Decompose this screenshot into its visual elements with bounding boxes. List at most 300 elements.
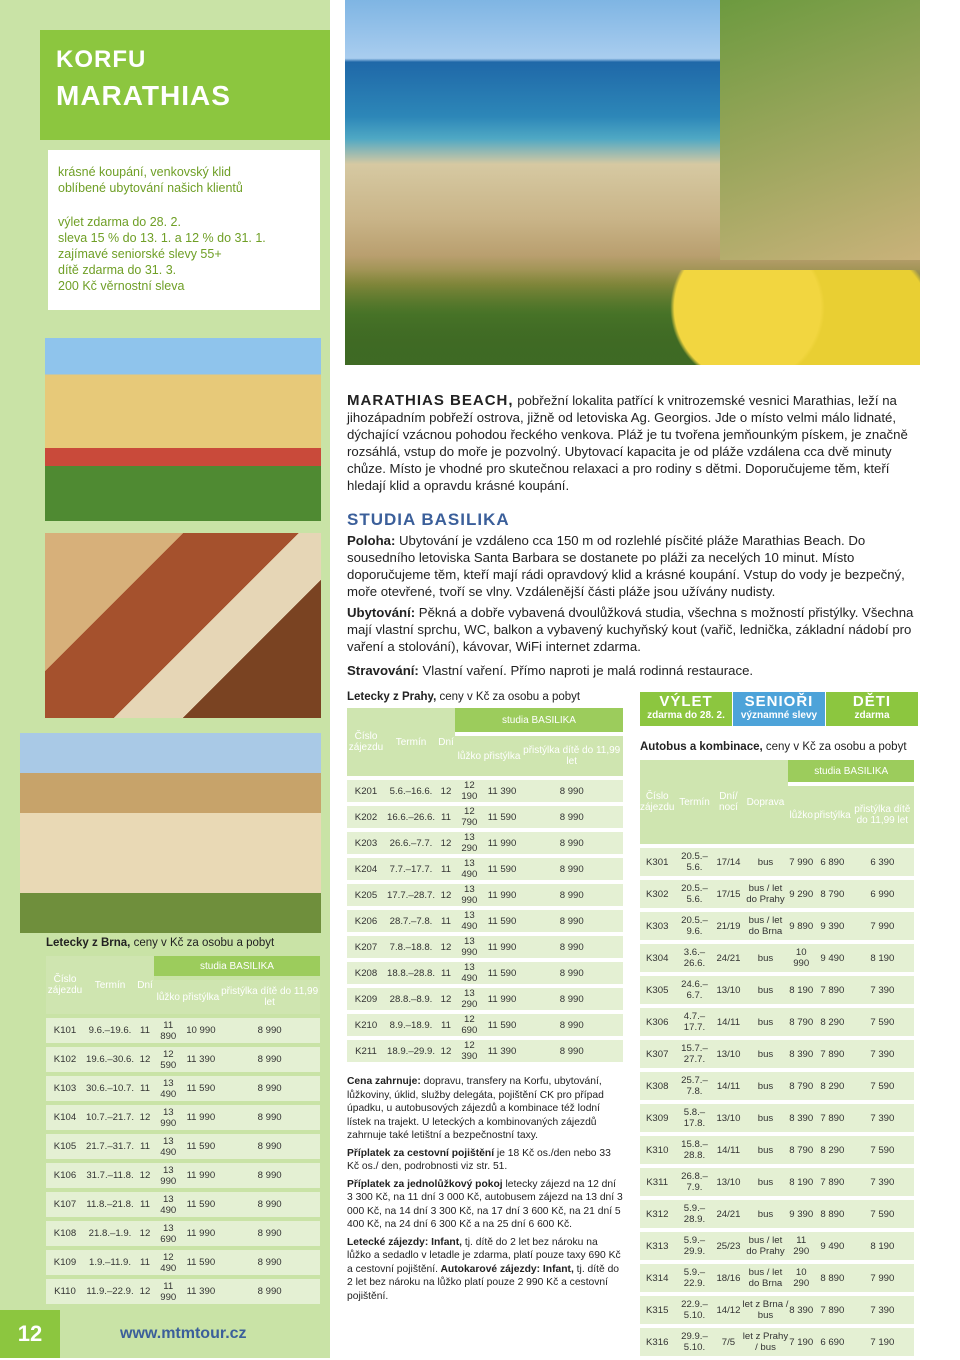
- table-row: [640, 912, 914, 940]
- table-cell: K313: [640, 1232, 674, 1260]
- table-cell: 13 490: [154, 1076, 183, 1101]
- table-cell: 6 690: [814, 1328, 851, 1356]
- table-cell: 11 390: [183, 1047, 220, 1072]
- table-cell: K307: [640, 1040, 674, 1068]
- table-cell: 8 990: [219, 1076, 320, 1101]
- table-row: [347, 988, 623, 1010]
- table-cell: 17/14: [714, 848, 742, 876]
- table-cell: bus: [742, 1040, 788, 1068]
- table-cell: 20.5.–5.6.: [674, 848, 714, 876]
- table-cell: 14/12: [714, 1296, 742, 1324]
- note-insurance: Příplatek za cestovní pojištění je 18 Kč os./den nebo 33 Kč os./ den, podrobnosti viz str. 51.: [347, 1147, 611, 1172]
- table-cell: K207: [347, 936, 385, 958]
- table-cell: 8 990: [219, 1163, 320, 1188]
- ubytovani-text: Pěkná a dobře vybavená dvoulůžková studia, všechna s možností přistýlky. Všechna mají vlastní sprchu, WC, balkon a vybavený kuchyňský kout (vařič, lednička, základní nádobí pro vaření a stolování), kávovar, WiFi internet zdarma.: [347, 605, 914, 654]
- table-row: [46, 1076, 320, 1101]
- table-cell: 24.6.–6.7.: [674, 976, 714, 1004]
- table-cell: 8 290: [814, 1072, 851, 1100]
- table-cell: 28.7.–7.8.: [385, 910, 437, 932]
- table-cell: 13 990: [154, 1105, 183, 1130]
- table-cell: 12: [136, 1221, 154, 1246]
- hotel-exterior-photo: [45, 338, 321, 521]
- intro-paragraph: [347, 392, 915, 494]
- table-cell: 10.7.–21.7.: [84, 1105, 136, 1130]
- studio-title: STUDIA BASILIKA: [347, 510, 510, 529]
- table-cell: K201: [347, 780, 385, 802]
- table-row: [347, 858, 623, 880]
- table-cell: 11 990: [484, 936, 521, 958]
- table-cell: 15.8.–28.8.: [674, 1136, 714, 1164]
- table-cell: 8 790: [788, 1136, 814, 1164]
- table-cell: 12: [437, 884, 455, 906]
- stravovani-paragraph: [347, 662, 915, 679]
- table-cell: bus / let do Prahy: [742, 880, 788, 908]
- table-cell: K208: [347, 962, 385, 984]
- studio-building-photo: [20, 733, 321, 933]
- col-group-header: studia BASILIKA: [154, 956, 320, 976]
- col-header: přistýlka: [484, 736, 521, 776]
- table-cell: 12 490: [154, 1250, 183, 1275]
- table-cell: 13/10: [714, 976, 742, 1004]
- highlights-box: [48, 150, 320, 310]
- table-cell: 19.6.–30.6.: [84, 1047, 136, 1072]
- table-cell: K103: [46, 1076, 84, 1101]
- table-cell: 11 590: [484, 1014, 521, 1036]
- table-cell: 13 990: [455, 884, 484, 906]
- table-cell: K311: [640, 1168, 674, 1196]
- table-cell: 11.9.–22.9.: [84, 1279, 136, 1304]
- region-title: KORFU: [56, 46, 147, 73]
- table-cell: 11 590: [183, 1076, 220, 1101]
- table-cell: 18.9.–29.9.: [385, 1040, 437, 1062]
- table-cell: 21/19: [714, 912, 742, 940]
- table-cell: K110: [46, 1279, 84, 1304]
- table-row: [640, 1104, 914, 1132]
- table-cell: 8 290: [814, 1136, 851, 1164]
- table-cell: 8 990: [520, 936, 623, 958]
- table-cell: 11 590: [183, 1134, 220, 1159]
- col-header: Termín: [674, 760, 714, 844]
- table-cell: K205: [347, 884, 385, 906]
- col-header: přistýlka: [183, 980, 220, 1014]
- col-header: Dní: [437, 708, 455, 776]
- table-cell: 11 390: [484, 1040, 521, 1062]
- table-cell: 11 290: [788, 1232, 814, 1260]
- website-link[interactable]: www.mtmtour.cz: [120, 1325, 247, 1342]
- table-row: [640, 944, 914, 972]
- table-cell: 12: [136, 1279, 154, 1304]
- table-cell: 11 990: [183, 1221, 220, 1246]
- table-cell: bus: [742, 1168, 788, 1196]
- table-cell: 8 990: [520, 988, 623, 1010]
- table-cell: 12: [437, 988, 455, 1010]
- table-cell: 20.5.–9.6.: [674, 912, 714, 940]
- table-row: [347, 910, 623, 932]
- table-cell: 7 890: [814, 1104, 851, 1132]
- table-cell: 7 390: [851, 1296, 914, 1324]
- table-cell: bus: [742, 1008, 788, 1036]
- table-cell: 11 990: [183, 1163, 220, 1188]
- table-cell: 8 990: [219, 1105, 320, 1130]
- table-cell: 8 790: [788, 1008, 814, 1036]
- table-cell: K105: [46, 1134, 84, 1159]
- table-cell: 11: [437, 962, 455, 984]
- table-cell: 26.8.–7.9.: [674, 1168, 714, 1196]
- highlight-line: sleva 15 % do 13. 1. a 12 % do 31. 1.: [58, 231, 266, 245]
- table-cell: 21.7.–31.7.: [84, 1134, 136, 1159]
- table-cell: 8 990: [520, 806, 623, 828]
- table-cell: 8 990: [520, 884, 623, 906]
- table-cell: 5.6.–16.6.: [385, 780, 437, 802]
- table-row: [347, 806, 623, 828]
- table-cell: 12 790: [455, 806, 484, 828]
- table-cell: 11 990: [484, 884, 521, 906]
- table-cell: 11 590: [183, 1250, 220, 1275]
- table-cell: 8 990: [219, 1018, 320, 1043]
- ubytovani-label: Ubytování:: [347, 605, 416, 620]
- table-cell: 11: [136, 1192, 154, 1217]
- table-cell: 8 390: [788, 1296, 814, 1324]
- table-cell: 12 390: [455, 1040, 484, 1062]
- table-cell: 13 490: [154, 1192, 183, 1217]
- table-cell: 13 490: [154, 1134, 183, 1159]
- col-header: přistýlka dítě do 11,99 let: [219, 980, 320, 1014]
- table-cell: K302: [640, 880, 674, 908]
- table-cell: 11 590: [484, 806, 521, 828]
- table-row: [347, 780, 623, 802]
- table-cell: 7 390: [851, 1040, 914, 1068]
- table-cell: 11 390: [484, 780, 521, 802]
- table-row: [640, 1168, 914, 1196]
- table-cell: bus: [742, 1104, 788, 1132]
- table-cell: 8 990: [219, 1047, 320, 1072]
- table-cell: 20.5.–5.6.: [674, 880, 714, 908]
- table-cell: 8 190: [788, 1168, 814, 1196]
- table-cell: 8 990: [520, 910, 623, 932]
- col-header: přistýlka dítě do 11,99 let: [851, 786, 914, 844]
- table-row: [347, 832, 623, 854]
- table-cell: 25/23: [714, 1232, 742, 1260]
- table-row: [347, 884, 623, 906]
- table-cell: 7 190: [788, 1328, 814, 1356]
- table-cell: 11.8.–21.8.: [84, 1192, 136, 1217]
- table-cell: bus / let do Brna: [742, 912, 788, 940]
- highlight-line: dítě zdarma do 31. 3.: [58, 263, 177, 277]
- table-cell: 5.8.–17.8.: [674, 1104, 714, 1132]
- table-cell: 13 290: [455, 988, 484, 1010]
- table-cell: 13/10: [714, 1104, 742, 1132]
- table-cell: 9 390: [788, 1200, 814, 1228]
- table-cell: 7 890: [814, 1168, 851, 1196]
- table-cell: K312: [640, 1200, 674, 1228]
- page-number: 12: [0, 1310, 60, 1358]
- table-cell: 5.9.–29.9.: [674, 1232, 714, 1260]
- table-cell: 8 990: [219, 1250, 320, 1275]
- col-header: přistýlka: [814, 786, 851, 844]
- table-cell: 30.6.–10.7.: [84, 1076, 136, 1101]
- table-cell: 11 890: [154, 1018, 183, 1043]
- table-cell: K202: [347, 806, 385, 828]
- note-infant: Letecké zájezdy: Infant, tj. dítě do 2 let bez nároku na lůžko a sedadlo v letadle je zdarma, platí pouze taxy 690 Kč a cestovní pojištění. Autokarové zájezdy: Infant, tj. dítě do 2 let bez nároku na lůžko platí pouze 2 990 Kč a cestovní pojištění.: [347, 1236, 621, 1302]
- table-cell: 13 990: [154, 1163, 183, 1188]
- table-cell: 8 790: [788, 1072, 814, 1100]
- table-row: [347, 962, 623, 984]
- table-cell: 24/21: [714, 1200, 742, 1228]
- table-cell: 21.8.–1.9.: [84, 1221, 136, 1246]
- table-cell: K106: [46, 1163, 84, 1188]
- table-cell: 12: [437, 1040, 455, 1062]
- table-cell: 12 590: [154, 1047, 183, 1072]
- table-row: [46, 1047, 320, 1072]
- table-cell: 12 190: [455, 780, 484, 802]
- table-cell: 8 390: [788, 1104, 814, 1132]
- stravovani-label: Stravování:: [347, 663, 419, 678]
- table-cell: 9 290: [788, 880, 814, 908]
- table-cell: 11: [437, 910, 455, 932]
- table-cell: 7 590: [851, 1008, 914, 1036]
- poloha-paragraph: [347, 532, 915, 600]
- table-cell: 3.6.–26.6.: [674, 944, 714, 972]
- beach-photo-flowers: [345, 270, 920, 365]
- table-cell: 8 990: [219, 1279, 320, 1304]
- table-cell: 6 890: [814, 848, 851, 876]
- table-cell: 11 990: [484, 988, 521, 1010]
- table-cell: 11 590: [183, 1192, 220, 1217]
- table-cell: 5.9.–28.9.: [674, 1200, 714, 1228]
- table-cell: 14/11: [714, 1008, 742, 1036]
- table-cell: 12: [437, 832, 455, 854]
- table-row: [640, 1136, 914, 1164]
- table-cell: 7 590: [851, 1072, 914, 1100]
- resort-title: MARATHIAS: [56, 80, 231, 111]
- price-notes: [347, 1075, 623, 1307]
- table-cell: 6 990: [851, 880, 914, 908]
- table-row: [46, 1192, 320, 1217]
- table-cell: K305: [640, 976, 674, 1004]
- table-cell: 1.9.–11.9.: [84, 1250, 136, 1275]
- poloha-text: Ubytování je vzdáleno cca 150 m od rozlehlé písčité pláže Marathias Beach. Do sousedního letoviska Santa Barbara se dostanete po pláži za necelých 10 minut. Místo doporučujeme těm, kteří mají rádi opravdový klid a krásné koupání. Vstup do vody je bezpečný, moře otevřené, tvoří se vlny. Vzdálenější části pláže jsou užívány nudisty.: [347, 533, 905, 599]
- table-cell: K316: [640, 1328, 674, 1356]
- table-cell: 8 990: [520, 832, 623, 854]
- table-cell: K204: [347, 858, 385, 880]
- table-cell: 11: [136, 1076, 154, 1101]
- col-header: Číslo zájezdu: [46, 956, 84, 1014]
- table-cell: 8 990: [520, 962, 623, 984]
- col-header: Číslo zájezdu: [347, 708, 385, 776]
- col-header: lůžko: [455, 736, 484, 776]
- table-cell: 8 190: [788, 976, 814, 1004]
- table-cell: let z Prahy / bus: [742, 1328, 788, 1356]
- table-cell: 8 990: [520, 858, 623, 880]
- brno-table-title: Letecky z Brna, ceny v Kč za osobu a pobyt: [46, 937, 275, 949]
- table-cell: 7 390: [851, 1168, 914, 1196]
- table-cell: 13 490: [455, 910, 484, 932]
- highlight-line: krásné koupání, venkovský klid: [58, 165, 232, 179]
- table-cell: 14/11: [714, 1136, 742, 1164]
- table-row: [640, 976, 914, 1004]
- table-cell: 11 990: [484, 832, 521, 854]
- table-cell: 12 690: [455, 1014, 484, 1036]
- table-row: [640, 848, 914, 876]
- table-row: [640, 1232, 914, 1260]
- table-cell: 17.7.–28.7.: [385, 884, 437, 906]
- table-cell: 7 890: [814, 1296, 851, 1324]
- table-cell: 9 490: [814, 1232, 851, 1260]
- intro-text: pobřežní lokalita patřící k vnitrozemské vesnici Marathias, leží na jihozápadním pobřeží ostrova, jižně od letoviska Ag. Georgios. Jde o místo velmi málo lidnaté, dýchající vzácnou pohodou řeckého venkova. Pláž je tu tvořena jemňounkým pískem, je značně rozsáhlá, vstup do moře je pozvolný. Ubytovací kapacita je od pláže vzdálena cca dvě minuty chůze. Místo je vhodné pro skutečnou relaxaci a pro rodiny s dětmi. Doporučujeme těm, kteří hledají klid a opravdu krásné koupání.: [347, 393, 908, 493]
- table-cell: 5.9.–22.9.: [674, 1264, 714, 1292]
- price-table-bus: [640, 756, 914, 1360]
- table-cell: 13/10: [714, 1168, 742, 1196]
- table-cell: 29.9.–5.10.: [674, 1328, 714, 1356]
- table-cell: K210: [347, 1014, 385, 1036]
- table-cell: K107: [46, 1192, 84, 1217]
- table-cell: 11 390: [183, 1279, 220, 1304]
- table-row: [640, 1008, 914, 1036]
- table-cell: let z Brna / bus: [742, 1296, 788, 1324]
- table-cell: 8 990: [520, 1014, 623, 1036]
- table-cell: bus / let do Brna: [742, 1264, 788, 1292]
- table-cell: 8 290: [814, 1008, 851, 1036]
- table-cell: 7 590: [851, 1136, 914, 1164]
- table-cell: K304: [640, 944, 674, 972]
- table-cell: 7 990: [851, 1264, 914, 1292]
- table-cell: 18.8.–28.8.: [385, 962, 437, 984]
- table-cell: 8.9.–18.9.: [385, 1014, 437, 1036]
- table-row: [640, 1200, 914, 1228]
- highlight-line: 200 Kč věrnostní sleva: [58, 279, 185, 293]
- tag-seniori: SENIOŘI významné slevy: [733, 692, 825, 726]
- table-cell: 11: [136, 1018, 154, 1043]
- table-cell: K203: [347, 832, 385, 854]
- table-cell: 7 890: [814, 976, 851, 1004]
- table-cell: 8 990: [219, 1192, 320, 1217]
- table-cell: 9.6.–19.6.: [84, 1018, 136, 1043]
- table-cell: 7 990: [851, 912, 914, 940]
- note-includes: Cena zahrnuje: dopravu, transfery na Korfu, ubytování, lůžkoviny, úklid, služby delegáta, pojištění CK pro případ úpadku, u autobusových zájezdů a kombinace též lodní lístek na trajekt. U leteckých a kombinovaných zájezdů zahrnuje také letištní a bezpečnostní taxy.: [347, 1076, 604, 1141]
- table-cell: 7.8.–18.8.: [385, 936, 437, 958]
- table-cell: 14/11: [714, 1072, 742, 1100]
- col-header: Doprava: [742, 760, 788, 844]
- table-cell: 9 490: [814, 944, 851, 972]
- table-row: [46, 1018, 320, 1043]
- col-header: lůžko: [154, 980, 183, 1014]
- table-row: [640, 1040, 914, 1068]
- table-cell: 12: [136, 1105, 154, 1130]
- table-cell: 15.7.–27.7.: [674, 1040, 714, 1068]
- table-cell: bus: [742, 1136, 788, 1164]
- table-row: [640, 1264, 914, 1292]
- price-table-brno: [46, 952, 320, 1308]
- col-group-header: studia BASILIKA: [788, 760, 914, 782]
- table-row: [347, 1040, 623, 1062]
- praha-table-title: Letecky z Prahy, ceny v Kč za osobu a pobyt: [347, 691, 581, 703]
- col-header: Termín: [84, 956, 136, 1014]
- table-cell: 8 990: [219, 1134, 320, 1159]
- table-cell: 13 490: [455, 962, 484, 984]
- table-cell: 11 990: [183, 1105, 220, 1130]
- table-cell: 26.6.–7.7.: [385, 832, 437, 854]
- table-cell: K101: [46, 1018, 84, 1043]
- table-cell: K211: [347, 1040, 385, 1062]
- table-row: [347, 1014, 623, 1036]
- stravovani-text: Vlastní vaření. Přímo naproti je malá rodinná restaurace.: [418, 663, 754, 678]
- table-cell: 10 290: [788, 1264, 814, 1292]
- table-row: [46, 1134, 320, 1159]
- table-cell: 12: [136, 1163, 154, 1188]
- table-cell: 11: [136, 1250, 154, 1275]
- table-row: [640, 1072, 914, 1100]
- highlight-line: zajímavé seniorské slevy 55+: [58, 247, 222, 261]
- table-cell: 28.8.–8.9.: [385, 988, 437, 1010]
- table-cell: K314: [640, 1264, 674, 1292]
- table-row: [640, 1296, 914, 1324]
- table-cell: K108: [46, 1221, 84, 1246]
- col-header: Číslo zájezdu: [640, 760, 674, 844]
- table-cell: 22.9.–5.10.: [674, 1296, 714, 1324]
- table-row: [46, 1279, 320, 1304]
- table-cell: 11: [136, 1134, 154, 1159]
- table-cell: bus: [742, 848, 788, 876]
- table-cell: 13 690: [154, 1221, 183, 1246]
- highlight-line: oblíbené ubytování našich klientů: [58, 181, 243, 195]
- table-cell: bus: [742, 1200, 788, 1228]
- table-cell: 13 490: [455, 858, 484, 880]
- table-cell: 11 990: [154, 1279, 183, 1304]
- table-row: [46, 1250, 320, 1275]
- table-cell: 24/21: [714, 944, 742, 972]
- table-row: [46, 1163, 320, 1188]
- table-cell: K301: [640, 848, 674, 876]
- col-header: Dní: [136, 956, 154, 1014]
- bus-table-title: Autobus a kombinace, ceny v Kč za osobu a pobyt: [640, 741, 907, 753]
- table-cell: 4.7.–17.7.: [674, 1008, 714, 1036]
- table-cell: K308: [640, 1072, 674, 1100]
- table-cell: K102: [46, 1047, 84, 1072]
- col-header: Dní/ nocí: [714, 760, 742, 844]
- price-table-praha: [347, 704, 623, 1066]
- table-cell: 8 190: [851, 1232, 914, 1260]
- table-cell: 11: [437, 858, 455, 880]
- table-cell: 7 590: [851, 1200, 914, 1228]
- table-cell: 7 990: [788, 848, 814, 876]
- table-cell: 10 990: [788, 944, 814, 972]
- table-cell: bus: [742, 1072, 788, 1100]
- table-row: [46, 1221, 320, 1246]
- table-cell: 8 990: [520, 1040, 623, 1062]
- table-cell: 9 890: [788, 912, 814, 940]
- table-cell: 18/16: [714, 1264, 742, 1292]
- table-cell: 16.6.–26.6.: [385, 806, 437, 828]
- col-header: Termín: [385, 708, 437, 776]
- col-header: lůžko: [788, 786, 814, 844]
- table-cell: 7 190: [851, 1328, 914, 1356]
- note-single-room: Příplatek za jednolůžkový pokoj letecky zájezd na 12 dní 3 300 Kč, na 11 dní 3 000 Kč, autobusem zájezd na 13 dní 3 000 Kč, na 14 dní 3 300 Kč, na 17 dní 3 600 Kč, na 21 dní 5 400 Kč, na 24 dní 6 300 Kč a na 25 dní 6 600 Kč.: [347, 1178, 623, 1230]
- table-cell: 8 890: [814, 1200, 851, 1228]
- table-row: [640, 1328, 914, 1356]
- table-cell: K315: [640, 1296, 674, 1324]
- table-cell: K310: [640, 1136, 674, 1164]
- table-cell: 31.7.–11.8.: [84, 1163, 136, 1188]
- table-cell: 8 990: [520, 780, 623, 802]
- highlight-line: výlet zdarma do 28. 2.: [58, 215, 181, 229]
- table-cell: 7.7.–17.7.: [385, 858, 437, 880]
- table-cell: 12: [437, 780, 455, 802]
- table-cell: 8 990: [219, 1221, 320, 1246]
- table-cell: K303: [640, 912, 674, 940]
- table-cell: 7 390: [851, 1104, 914, 1132]
- table-cell: 7 890: [814, 1040, 851, 1068]
- table-cell: K306: [640, 1008, 674, 1036]
